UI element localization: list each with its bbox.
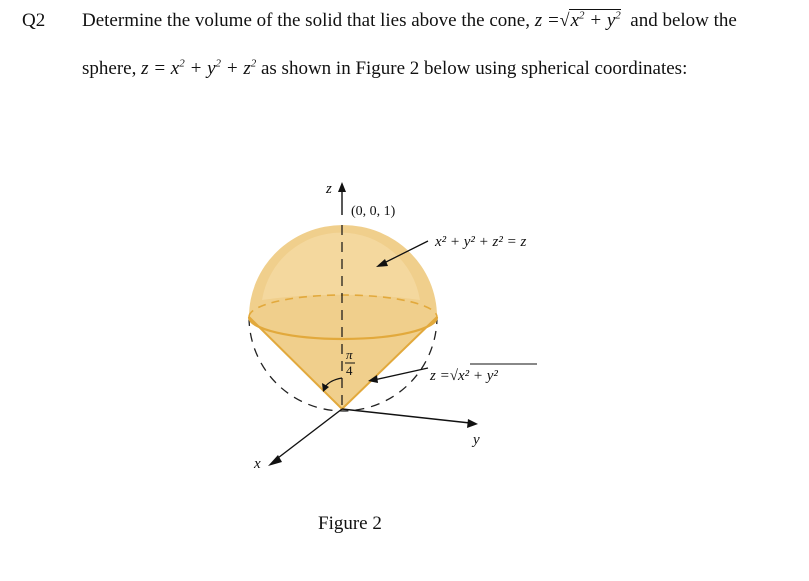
angle-denominator: 4 <box>346 363 353 378</box>
sphere-equation-lhs: z = x <box>141 58 180 79</box>
question-text-tail: as shown in Figure 2 below using spherical coordinates: <box>260 58 688 79</box>
question-text-end: and below the <box>630 10 737 31</box>
y-axis-arrowhead <box>467 419 478 428</box>
sphere-equation: $z = x^2 + y^2 + z^2$ <box>141 57 257 79</box>
y-axis <box>342 409 470 423</box>
cone-surface <box>249 317 437 409</box>
angle-numerator: π <box>346 347 353 362</box>
point-label: (0, 0, 1) <box>351 204 396 219</box>
figure-caption: Figure 2 <box>318 513 382 534</box>
y-axis-label: y <box>473 432 480 448</box>
sphere-equation-label: x² + y² + z² = z <box>435 234 527 250</box>
x-axis-label: x <box>254 456 261 472</box>
question-text: Determine the volume of the solid that lies above the cone, <box>82 10 530 31</box>
question-number: Q2 <box>22 10 46 31</box>
x-axis <box>274 409 342 461</box>
cone-equation-lhs: z = <box>534 10 560 31</box>
z-axis-arrowhead <box>338 182 346 192</box>
cone-equation-label: z =√x² + y² <box>430 368 498 384</box>
cone-equation: $z =√x^2 + y^2$ <box>534 9 621 31</box>
z-axis-label: z <box>326 181 332 197</box>
question-text-start: sphere, <box>82 58 137 79</box>
